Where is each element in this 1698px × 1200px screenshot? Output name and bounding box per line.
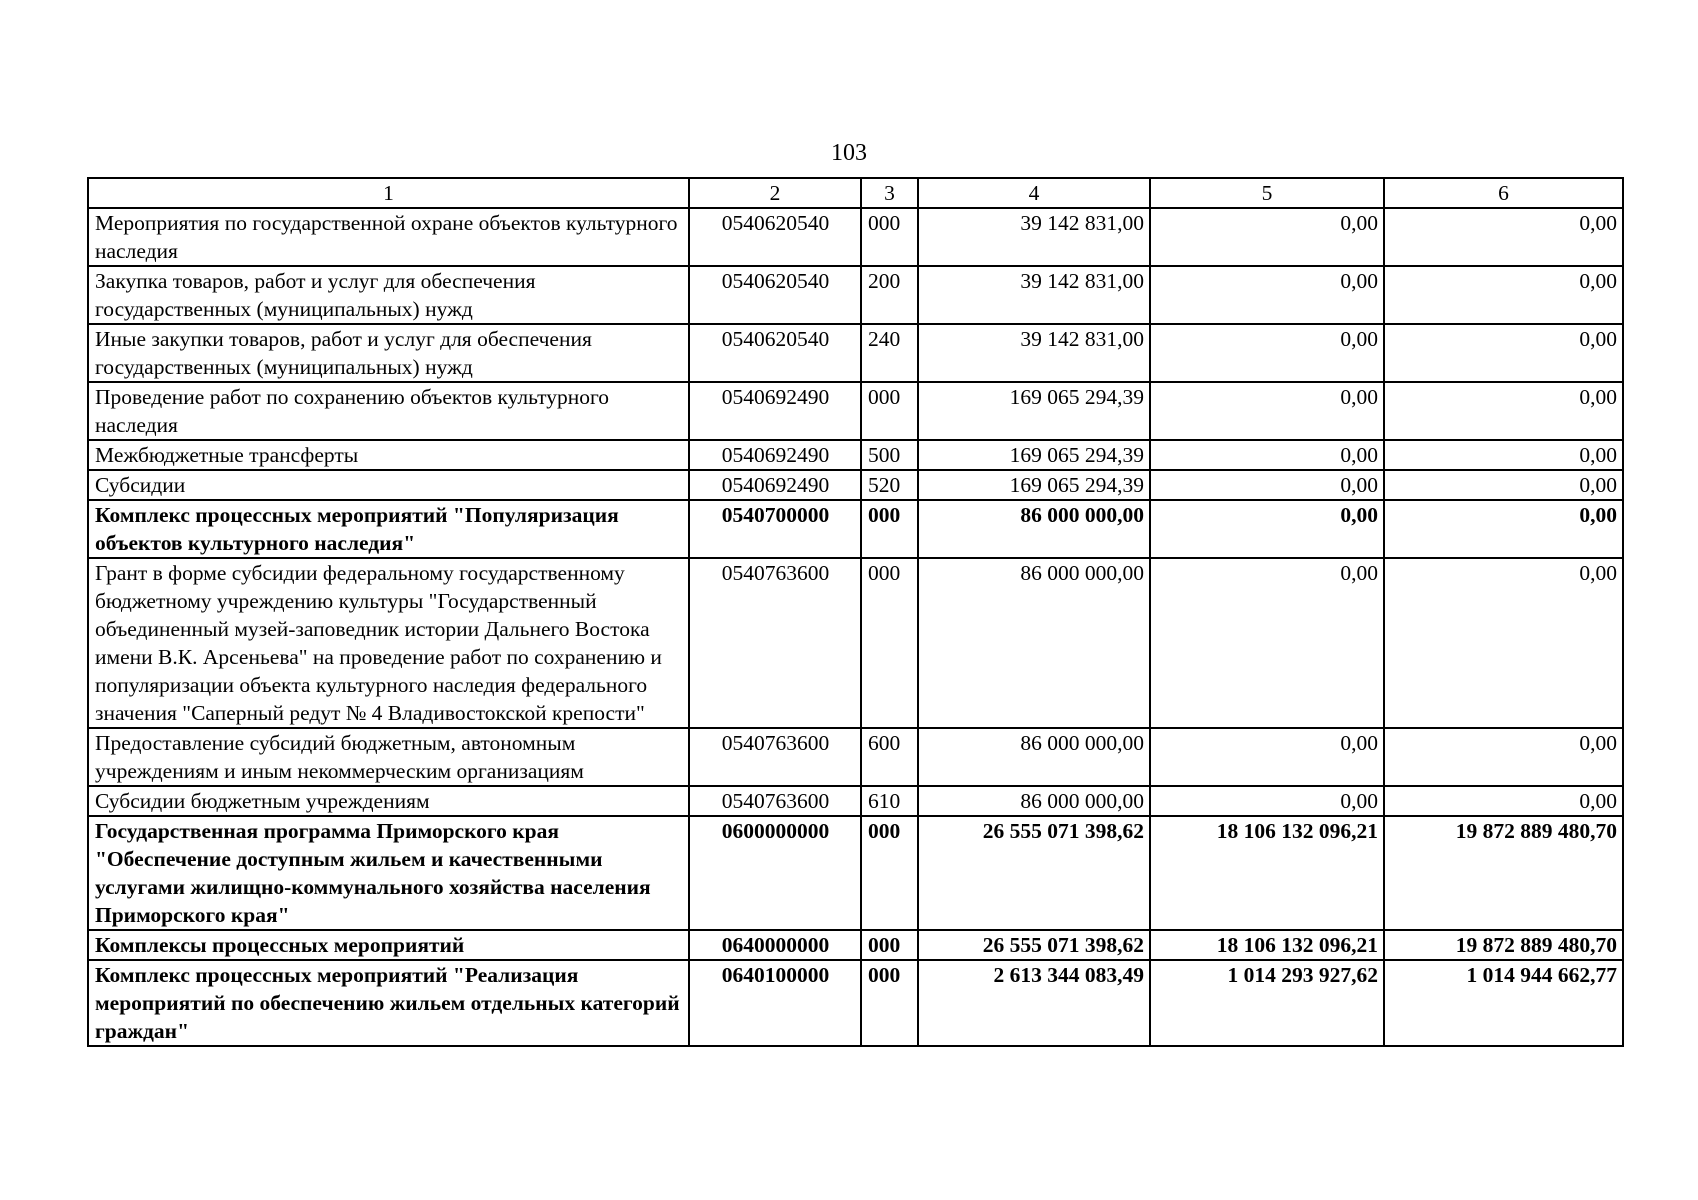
table-row [88,208,1623,266]
expense-type-code: 200 [861,266,918,324]
target-article-code: 0540763600 [689,728,861,786]
table-row [88,558,1623,728]
table-row [88,786,1623,816]
amount-col5: 0,00 [1150,558,1384,728]
expense-type-code: 600 [861,728,918,786]
column-header: 3 [861,178,918,208]
column-header: 6 [1384,178,1623,208]
target-article-code: 0540763600 [689,786,861,816]
row-name: Субсидии бюджетным учреждениям [88,786,689,816]
expense-type-code: 000 [861,208,918,266]
amount-col6: 0,00 [1384,266,1623,324]
row-name: Проведение работ по сохранению объектов культурного наследия [88,382,689,440]
amount-col5: 18 106 132 096,21 [1150,930,1384,960]
target-article-code: 0540763600 [689,558,861,728]
target-article-code: 0640100000 [689,960,861,1046]
row-name: Государственная программа Приморского края "Обеспечение доступным жильем и качественными услугами жилищно-коммунального хозяйства населения Приморского края" [88,816,689,930]
expense-type-code: 520 [861,470,918,500]
target-article-code: 0640000000 [689,930,861,960]
amount-col4: 39 142 831,00 [918,208,1150,266]
target-article-code: 0540620540 [689,266,861,324]
amount-col5: 0,00 [1150,266,1384,324]
amount-col5: 18 106 132 096,21 [1150,816,1384,930]
target-article-code: 0540692490 [689,382,861,440]
amount-col4: 86 000 000,00 [918,786,1150,816]
table-row [88,324,1623,382]
target-article-code: 0600000000 [689,816,861,930]
amount-col6: 19 872 889 480,70 [1384,816,1623,930]
row-name: Грант в форме субсидии федеральному государственному бюджетному учреждению культуры "Государственный объединенный музей-заповедник истории Дальнего Востока имени В.К. Арсеньева" на проведение работ по сохранению и популяризации объекта культурного наследия федерального значения "Саперный редут № 4 Владивостокской крепости" [88,558,689,728]
amount-col4: 26 555 071 398,62 [918,930,1150,960]
amount-col5: 0,00 [1150,470,1384,500]
table-row [88,816,1623,930]
amount-col6: 0,00 [1384,728,1623,786]
table-row [88,266,1623,324]
amount-col4: 86 000 000,00 [918,558,1150,728]
amount-col6: 0,00 [1384,786,1623,816]
table-row [88,960,1623,1046]
row-name: Иные закупки товаров, работ и услуг для обеспечения государственных (муниципальных) нужд [88,324,689,382]
row-name: Мероприятия по государственной охране объектов культурного наследия [88,208,689,266]
amount-col5: 0,00 [1150,440,1384,470]
amount-col4: 2 613 344 083,49 [918,960,1150,1046]
amount-col4: 169 065 294,39 [918,440,1150,470]
amount-col4: 26 555 071 398,62 [918,816,1150,930]
target-article-code: 0540692490 [689,440,861,470]
amount-col6: 0,00 [1384,324,1623,382]
amount-col4: 169 065 294,39 [918,470,1150,500]
expense-type-code: 000 [861,382,918,440]
page-number: 103 [831,140,867,166]
expense-type-code: 000 [861,558,918,728]
column-header: 5 [1150,178,1384,208]
table-row [88,728,1623,786]
amount-col6: 0,00 [1384,558,1623,728]
amount-col5: 1 014 293 927,62 [1150,960,1384,1046]
row-name: Субсидии [88,470,689,500]
column-header: 1 [88,178,689,208]
amount-col5: 0,00 [1150,786,1384,816]
column-header: 4 [918,178,1150,208]
expense-type-code: 610 [861,786,918,816]
amount-col6: 0,00 [1384,208,1623,266]
expense-type-code: 000 [861,816,918,930]
target-article-code: 0540620540 [689,324,861,382]
amount-col6: 0,00 [1384,470,1623,500]
amount-col5: 0,00 [1150,324,1384,382]
amount-col6: 1 014 944 662,77 [1384,960,1623,1046]
target-article-code: 0540700000 [689,500,861,558]
amount-col4: 169 065 294,39 [918,382,1150,440]
amount-col6: 0,00 [1384,440,1623,470]
target-article-code: 0540620540 [689,208,861,266]
amount-col4: 86 000 000,00 [918,728,1150,786]
table-row [88,440,1623,470]
row-name: Межбюджетные трансферты [88,440,689,470]
amount-col6: 19 872 889 480,70 [1384,930,1623,960]
column-header: 2 [689,178,861,208]
amount-col4: 39 142 831,00 [918,266,1150,324]
expense-type-code: 240 [861,324,918,382]
amount-col5: 0,00 [1150,382,1384,440]
amount-col5: 0,00 [1150,500,1384,558]
amount-col4: 86 000 000,00 [918,500,1150,558]
amount-col6: 0,00 [1384,500,1623,558]
expense-type-code: 000 [861,930,918,960]
table-row [88,500,1623,558]
amount-col4: 39 142 831,00 [918,324,1150,382]
row-name: Закупка товаров, работ и услуг для обеспечения государственных (муниципальных) нужд [88,266,689,324]
expense-type-code: 500 [861,440,918,470]
table-row [88,382,1623,440]
row-name: Комплекс процессных мероприятий "Реализация мероприятий по обеспечению жильем отдельных категорий граждан" [88,960,689,1046]
column-number-row [88,178,1623,208]
table-row [88,930,1623,960]
amount-col5: 0,00 [1150,728,1384,786]
expense-type-code: 000 [861,500,918,558]
table-row [88,470,1623,500]
target-article-code: 0540692490 [689,470,861,500]
amount-col6: 0,00 [1384,382,1623,440]
amount-col5: 0,00 [1150,208,1384,266]
row-name: Комплекс процессных мероприятий "Популяризация объектов культурного наследия" [88,500,689,558]
budget-table [87,177,1624,1047]
row-name: Комплексы процессных мероприятий [88,930,689,960]
expense-type-code: 000 [861,960,918,1046]
row-name: Предоставление субсидий бюджетным, автономным учреждениям и иным некоммерческим организациям [88,728,689,786]
